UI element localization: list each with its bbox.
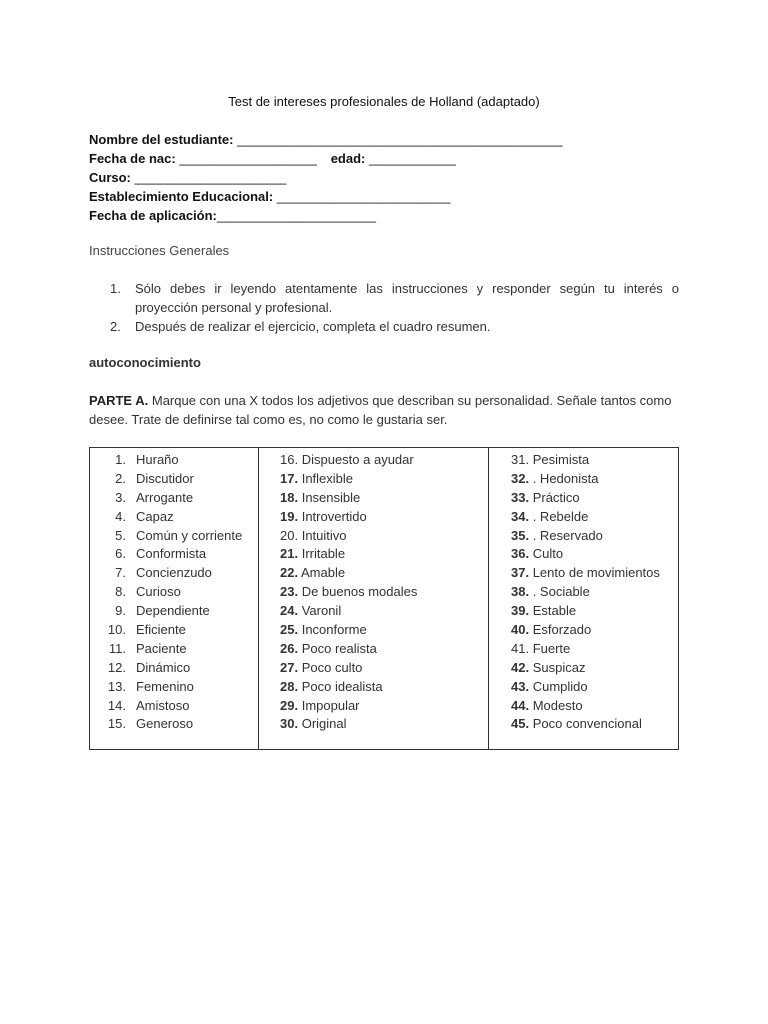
list-item[interactable] — [90, 450, 258, 469]
list-item[interactable] — [259, 469, 488, 488]
item-number: 10. — [107, 622, 126, 638]
item-text: Arrogante — [136, 489, 194, 505]
list-item[interactable] — [489, 696, 678, 715]
item-number: 1. — [115, 452, 126, 467]
item-number: 3. — [115, 489, 126, 505]
part-a-text: Marque con una X todos los adjetivos que describan su personalidad. Señale tantos como desee. Trate de definirse tal como es, no como le gustaria ser. — [89, 393, 672, 427]
field-label: edad: — [330, 151, 366, 166]
list-item[interactable] — [259, 507, 488, 526]
item-text: Suspicaz — [532, 659, 586, 675]
item-text: Dependiente — [136, 603, 210, 619]
instructions-list — [89, 279, 679, 336]
item-number: 6. — [115, 546, 126, 562]
list-item[interactable] — [90, 582, 258, 601]
item-text: Introvertido — [301, 508, 367, 524]
item-number: 42. — [511, 659, 530, 675]
item-text: . Sociable — [532, 584, 590, 600]
item-text: Esforzado — [532, 622, 592, 638]
student-fields — [89, 130, 562, 225]
list-item[interactable] — [90, 488, 258, 507]
item-number: 36. — [511, 546, 530, 562]
list-item[interactable] — [489, 658, 678, 677]
page-title: Test de intereses profesionales de Holland (adaptado) — [228, 94, 540, 109]
item-number: 31. — [511, 452, 530, 467]
field-blank: _____________________________________________ — [233, 132, 563, 147]
field-curso — [89, 168, 562, 187]
list-item[interactable] — [90, 469, 258, 488]
list-item[interactable] — [259, 582, 488, 601]
field-fecha-aplicacion — [89, 206, 562, 225]
field-label: Curso: — [89, 170, 131, 185]
item-text: Eficiente — [136, 622, 186, 638]
item-text: Común y corriente — [136, 527, 243, 543]
item-text: Intuitivo — [301, 527, 347, 543]
item-text: Estable — [532, 603, 577, 619]
list-item[interactable] — [90, 563, 258, 582]
field-blank: ____________ — [365, 151, 456, 166]
item-number: 24. — [280, 603, 299, 619]
item-text: Pesimista — [532, 452, 590, 467]
list-item[interactable] — [489, 469, 678, 488]
item-number: 14. — [107, 697, 126, 713]
list-item[interactable] — [90, 620, 258, 639]
item-number: 30. — [280, 716, 299, 732]
list-item[interactable] — [489, 677, 678, 696]
item-text: Conformista — [136, 546, 207, 562]
item-text: Capaz — [136, 508, 174, 524]
item-number: 27. — [280, 659, 299, 675]
list-item[interactable] — [489, 563, 678, 582]
list-item[interactable] — [259, 658, 488, 677]
field-fecha-nac — [89, 149, 562, 168]
list-item[interactable] — [259, 450, 488, 469]
item-text: Poco idealista — [301, 678, 383, 694]
item-number: 23. — [280, 584, 299, 600]
field-label: Fecha de nac: — [89, 151, 176, 166]
item-number: 19. — [280, 508, 299, 524]
field-label: Nombre del estudiante: — [89, 132, 234, 147]
item-text: Irritable — [301, 546, 346, 562]
item-number: 44. — [511, 697, 530, 713]
item-number: 29. — [280, 697, 299, 713]
item-number: 37. — [511, 565, 530, 581]
list-item[interactable] — [259, 620, 488, 639]
item-number: 4. — [115, 508, 126, 524]
item-number: 12. — [107, 659, 126, 675]
list-item[interactable] — [90, 639, 258, 658]
list-item[interactable] — [90, 677, 258, 696]
item-text: Insensible — [301, 489, 361, 505]
item-number: 41. — [511, 640, 530, 656]
item-text: Paciente — [136, 640, 187, 656]
item-text: Cumplido — [532, 678, 588, 694]
item-text: Varonil — [301, 603, 342, 619]
section-label: autoconocimiento — [89, 355, 201, 370]
item-text: Concienzudo — [136, 565, 212, 581]
item-number: 32. — [511, 470, 530, 486]
item-number: 20. — [280, 527, 299, 543]
list-item[interactable] — [259, 563, 488, 582]
list-text: Sólo debes ir leyendo atentamente las instrucciones y responder según tu interés o proyección personal y profesional. — [135, 281, 679, 315]
item-text: Poco convencional — [532, 716, 642, 732]
item-text: . Reservado — [532, 527, 603, 543]
item-number: 21. — [280, 546, 299, 562]
item-number: 17. — [280, 470, 299, 486]
item-number: 40. — [511, 622, 530, 638]
list-item[interactable] — [489, 507, 678, 526]
adjectives-column-3 — [489, 448, 678, 749]
list-item[interactable] — [489, 601, 678, 620]
item-text: Dispuesto a ayudar — [301, 452, 414, 467]
item-text: De buenos modales — [301, 584, 418, 600]
field-label: Fecha de aplicación: — [89, 208, 217, 223]
item-text: Fuerte — [532, 640, 571, 656]
list-item[interactable] — [259, 601, 488, 620]
item-number: 11. — [108, 640, 126, 656]
item-text: Poco realista — [301, 640, 377, 656]
item-text: Modesto — [532, 697, 583, 713]
item-text: Impopular — [301, 697, 360, 713]
item-text: Culto — [532, 546, 564, 562]
item-number: 28. — [280, 678, 299, 694]
item-number: 34. — [511, 508, 530, 524]
list-item[interactable] — [90, 507, 258, 526]
list-item[interactable] — [259, 488, 488, 507]
field-nombre — [89, 130, 562, 149]
item-text: Generoso — [136, 716, 194, 732]
part-a-label: PARTE A. — [89, 393, 149, 408]
list-item[interactable] — [259, 526, 488, 545]
item-text: Inconforme — [301, 622, 367, 638]
list-item[interactable] — [489, 639, 678, 658]
item-text: . Rebelde — [532, 508, 589, 524]
item-text: Dinámico — [136, 659, 191, 675]
item-text: Poco culto — [301, 659, 363, 675]
item-number: 16. — [280, 452, 299, 467]
item-text: Femenino — [136, 678, 194, 694]
list-item[interactable] — [90, 526, 258, 545]
field-establecimiento — [89, 187, 562, 206]
adjectives-column-2 — [259, 448, 489, 749]
item-number: 18. — [280, 489, 299, 505]
item-text: . Hedonista — [532, 470, 599, 486]
item-number: 45. — [511, 716, 530, 732]
list-item[interactable] — [489, 620, 678, 639]
part-a-instructions — [89, 391, 679, 429]
field-blank: ______________________ — [216, 208, 376, 223]
item-text: Amable — [300, 565, 346, 581]
list-item — [89, 279, 679, 317]
item-number: 15. — [107, 716, 126, 732]
list-item[interactable] — [259, 696, 488, 715]
item-number: 35. — [511, 527, 530, 543]
item-number: 9. — [115, 603, 126, 619]
item-text: Práctico — [532, 489, 580, 505]
list-number: 1. — [110, 281, 121, 296]
list-item[interactable] — [259, 639, 488, 658]
item-number: 5. — [115, 527, 126, 543]
list-item[interactable] — [259, 677, 488, 696]
adjectives-table — [89, 447, 679, 750]
instructions-heading: Instrucciones Generales — [89, 243, 230, 258]
list-item[interactable] — [90, 714, 258, 733]
list-item[interactable] — [90, 696, 258, 715]
item-number: 38. — [511, 584, 530, 600]
item-number: 7. — [115, 565, 126, 581]
item-number: 25. — [280, 622, 299, 638]
item-number: 39. — [511, 603, 530, 619]
adjectives-column-1 — [90, 448, 259, 749]
item-number: 2. — [115, 470, 126, 486]
item-text: Original — [301, 716, 347, 732]
item-number: 13. — [107, 678, 126, 694]
list-item[interactable] — [489, 526, 678, 545]
item-text: Discutidor — [136, 470, 194, 486]
list-item[interactable] — [259, 714, 488, 733]
item-number: 26. — [280, 640, 299, 656]
list-item — [89, 317, 679, 336]
list-item[interactable] — [90, 601, 258, 620]
item-text: Amistoso — [136, 697, 190, 713]
list-item[interactable] — [90, 658, 258, 677]
list-text: Después de realizar el ejercicio, completa el cuadro resumen. — [135, 319, 491, 334]
list-item[interactable] — [489, 714, 678, 733]
list-number: 2. — [110, 319, 121, 334]
list-item[interactable] — [259, 544, 488, 563]
item-number: 33. — [511, 489, 530, 505]
field-label: Establecimiento Educacional: — [89, 189, 274, 204]
list-item[interactable] — [90, 544, 258, 563]
field-blank: _____________________ — [130, 170, 287, 185]
item-number: 43. — [511, 678, 530, 694]
list-item[interactable] — [489, 450, 678, 469]
field-blank: ___________________ — [175, 151, 317, 166]
list-item[interactable] — [489, 582, 678, 601]
item-number: 8. — [115, 584, 126, 600]
item-text: Lento de movimientos — [532, 565, 660, 581]
list-item[interactable] — [489, 488, 678, 507]
list-item[interactable] — [489, 544, 678, 563]
field-blank: ________________________ — [273, 189, 451, 204]
item-text: Inflexible — [301, 470, 354, 486]
item-text: Curioso — [136, 584, 181, 600]
item-number: 22. — [280, 565, 299, 581]
item-text: Huraño — [136, 452, 179, 467]
